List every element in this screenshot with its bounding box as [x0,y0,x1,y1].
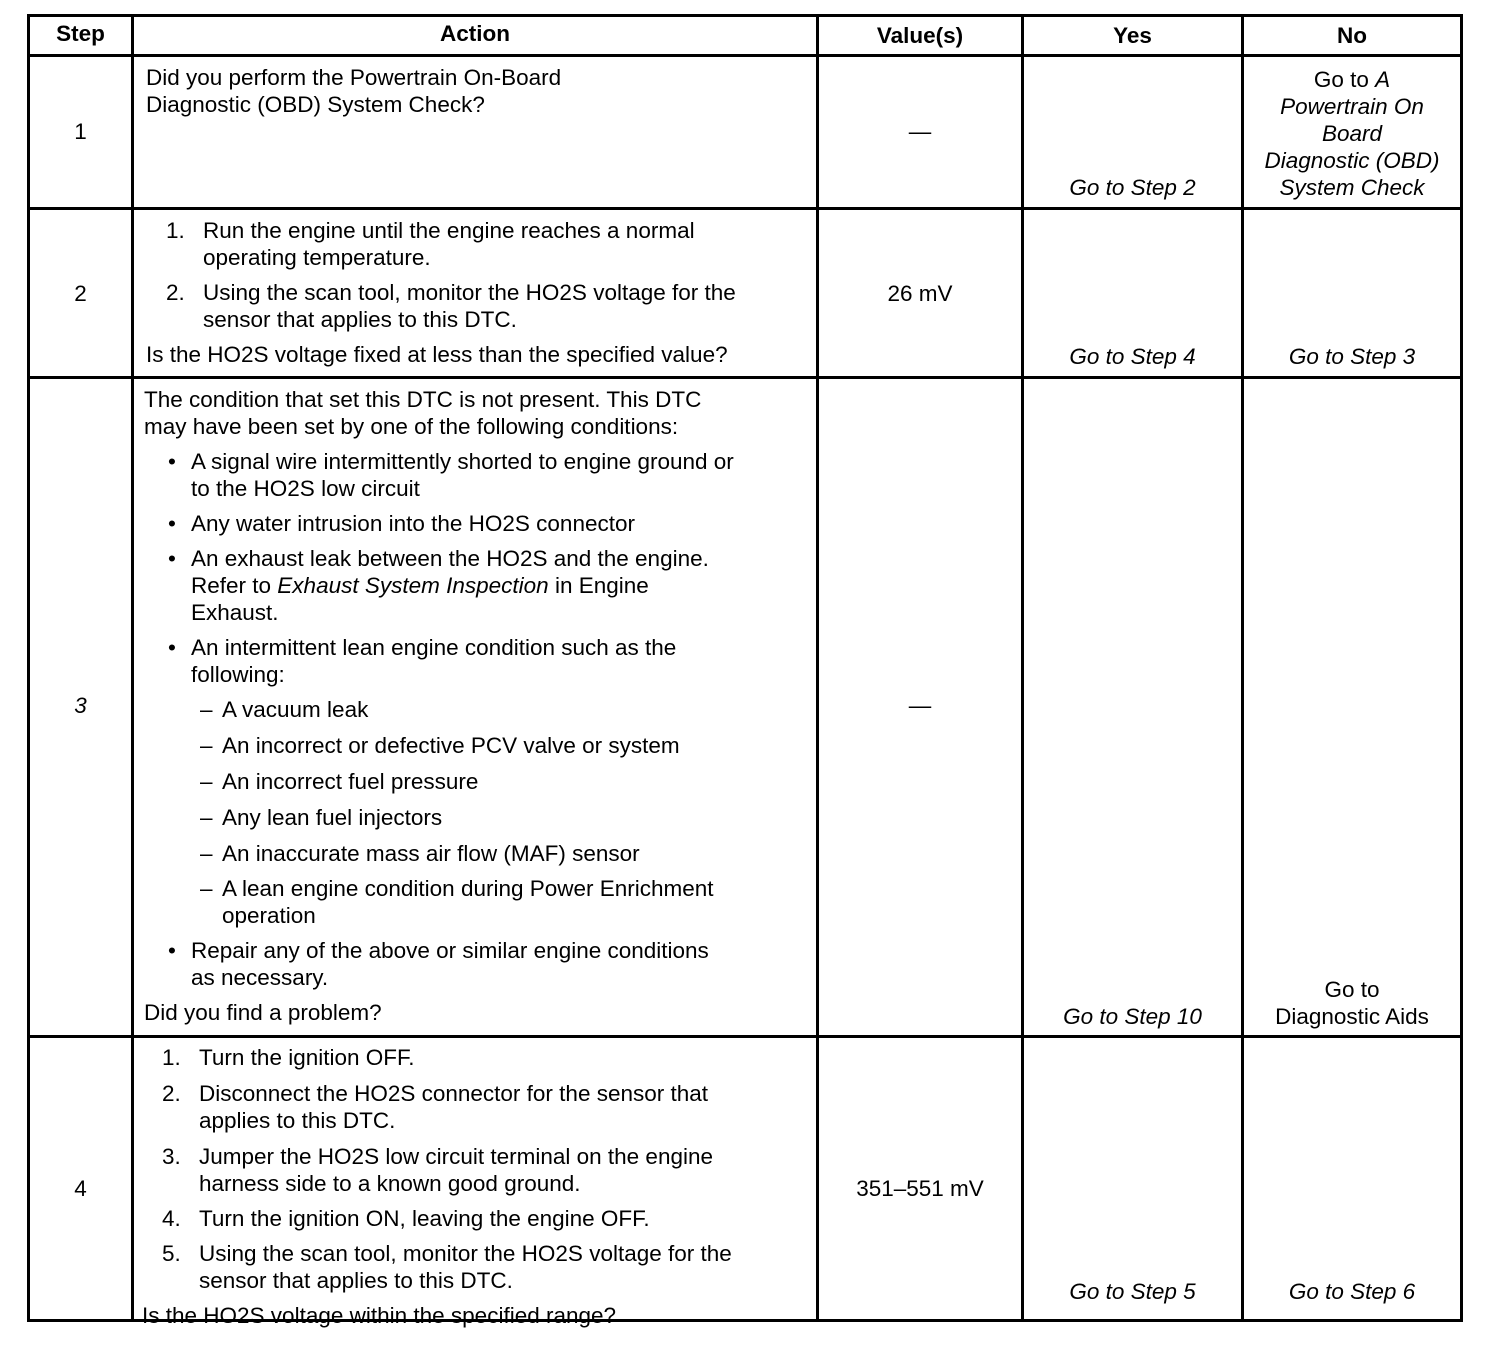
yes-action-link[interactable]: Go to Step 10 [1063,1004,1202,1029]
action-text [146,217,814,368]
no-link-line: Board [1321,121,1383,146]
action-text [146,64,806,118]
numbered-item [142,1143,814,1205]
question-text: Is the HO2S voltage within the specified range? [142,1303,617,1328]
bullet-icon: • [168,511,176,536]
no-prefix: Go to [1313,67,1376,92]
item-number: 4. [162,1206,181,1231]
col-divider [1241,14,1244,1322]
dash-icon: – [200,733,213,758]
row-divider [27,376,1463,379]
no-link-line: A [1375,67,1391,92]
diagnostic-table [27,14,1463,1328]
bullet-item [144,545,814,634]
step-number: 2 [74,281,87,306]
item-number: 5. [162,1241,181,1266]
row-divider [27,207,1463,210]
item-line: Turn the ignition OFF. [199,1045,415,1070]
value: 26 mV [887,281,953,306]
bullet-item [144,448,814,510]
header-step: Step [56,21,105,46]
bullet-line: to the HO2S low circuit [191,476,420,501]
no-action-link[interactable]: Go to Step 6 [1288,1279,1416,1304]
item-line: Turn the ignition ON, leaving the engine OFF. [199,1206,650,1231]
no-link-line: Diagnostic Aids [1275,1004,1429,1029]
dash-icon: – [200,769,213,794]
header-no: No [1337,23,1367,48]
col-divider [1021,14,1024,1322]
ref-post: in Engine [548,573,649,598]
numbered-item [142,1205,814,1240]
item-line: Using the scan tool, monitor the HO2S voltage for the [199,1241,732,1266]
ref-last: Exhaust. [191,600,279,625]
dash-icon: – [200,841,213,866]
numbered-item [142,1044,814,1080]
exhaust-ref-line [191,572,814,599]
numbered-item [142,1080,814,1143]
bullet-line: as necessary. [191,965,329,990]
item-line: applies to this DTC. [199,1108,396,1133]
bullet-line: An intermittent lean engine condition such as the [191,635,677,660]
bullet-icon: • [168,635,176,660]
no-action-link[interactable]: Go to Step 3 [1288,344,1416,369]
action-line: Diagnostic (OBD) System Check? [146,92,485,117]
item-line: sensor that applies to this DTC. [199,1268,513,1293]
dash-line: An inaccurate mass air flow (MAF) sensor [222,841,640,866]
bullet-item [144,634,814,696]
bullet-item [144,510,814,545]
item-number: 2. [166,280,185,305]
item-line: sensor that applies to this DTC. [203,307,517,332]
item-number: 1. [166,218,185,243]
dash-line: An incorrect or defective PCV valve or system [222,733,680,758]
item-line: Jumper the HO2S low circuit terminal on the engine [199,1144,713,1169]
intro-line: The condition that set this DTC is not present. This DTC [144,387,702,412]
bullet-icon: • [168,546,176,571]
dash-item [144,768,814,804]
dash-item [144,732,814,768]
dash-line: An incorrect fuel pressure [222,769,479,794]
header-values: Value(s) [876,23,964,48]
action-text [142,1044,814,1329]
question-text: Is the HO2S voltage fixed at less than the specified value? [146,342,728,367]
no-link-line: Diagnostic (OBD) [1264,148,1440,173]
item-line: Run the engine until the engine reaches a normal [203,218,695,243]
dash-item [144,875,814,937]
exhaust-system-inspection-link[interactable]: Exhaust System Inspection [277,573,549,598]
item-number: 2. [162,1081,181,1106]
ref-pre: Refer to [191,573,278,598]
item-number: 3. [162,1144,181,1169]
numbered-item [146,217,814,279]
header-divider [27,54,1463,57]
no-link-line: System Check [1279,175,1425,200]
col-divider [816,14,819,1322]
col-divider [131,14,134,1322]
table-border-top [27,14,1463,17]
dash-icon: – [200,805,213,830]
item-line: harness side to a known good ground. [199,1171,581,1196]
action-text [144,386,814,1026]
no-action-link[interactable] [1244,976,1460,1030]
dash-line: operation [222,903,316,928]
dash-item [144,696,814,732]
dash-item [144,804,814,840]
bullet-line: Any water intrusion into the HO2S connector [191,511,635,536]
question-text: Did you find a problem? [144,1000,382,1025]
value: — [908,693,932,718]
dash-line: A lean engine condition during Power Enrichment [222,876,714,901]
bullet-line: An exhaust leak between the HO2S and the engine. [191,546,709,571]
item-number: 1. [162,1045,181,1070]
numbered-item [142,1240,814,1302]
bullet-icon: • [168,938,176,963]
dash-line: A vacuum leak [222,697,369,722]
table-border-left [27,14,30,1322]
no-link-line: Go to [1324,977,1380,1002]
header-yes: Yes [1113,23,1152,48]
bullet-line: following: [191,662,285,687]
item-line: Using the scan tool, monitor the HO2S voltage for the [203,280,736,305]
item-line: operating temperature. [203,245,431,270]
table-border-right [1460,14,1463,1322]
intro-line: may have been set by one of the following conditions: [144,414,679,439]
yes-action-link[interactable]: Go to Step 2 [1069,175,1196,200]
item-line: Disconnect the HO2S connector for the sensor that [199,1081,709,1106]
dash-line: Any lean fuel injectors [222,805,443,830]
step-number: 3 [74,693,87,718]
no-link-line: Powertrain On [1280,94,1424,119]
action-line: Did you perform the Powertrain On-Board [146,65,562,90]
bullet-line: Repair any of the above or similar engine conditions [191,938,709,963]
bullet-icon: • [168,449,176,474]
dash-icon: – [200,697,213,722]
bullet-line: A signal wire intermittently shorted to engine ground or [191,449,734,474]
value: — [908,119,932,144]
yes-action-link[interactable]: Go to Step 4 [1069,344,1196,369]
value: 351–551 mV [856,1176,984,1201]
header-action: Action [440,21,510,46]
dash-item [144,840,814,875]
step-number: 4 [74,1176,87,1201]
row-divider [27,1035,1463,1038]
numbered-item [146,279,814,341]
no-action-link[interactable] [1244,66,1460,201]
bullet-item [144,937,814,999]
step-number: 1 [74,119,87,144]
dash-icon: – [200,876,213,901]
yes-action-link[interactable]: Go to Step 5 [1069,1279,1196,1304]
